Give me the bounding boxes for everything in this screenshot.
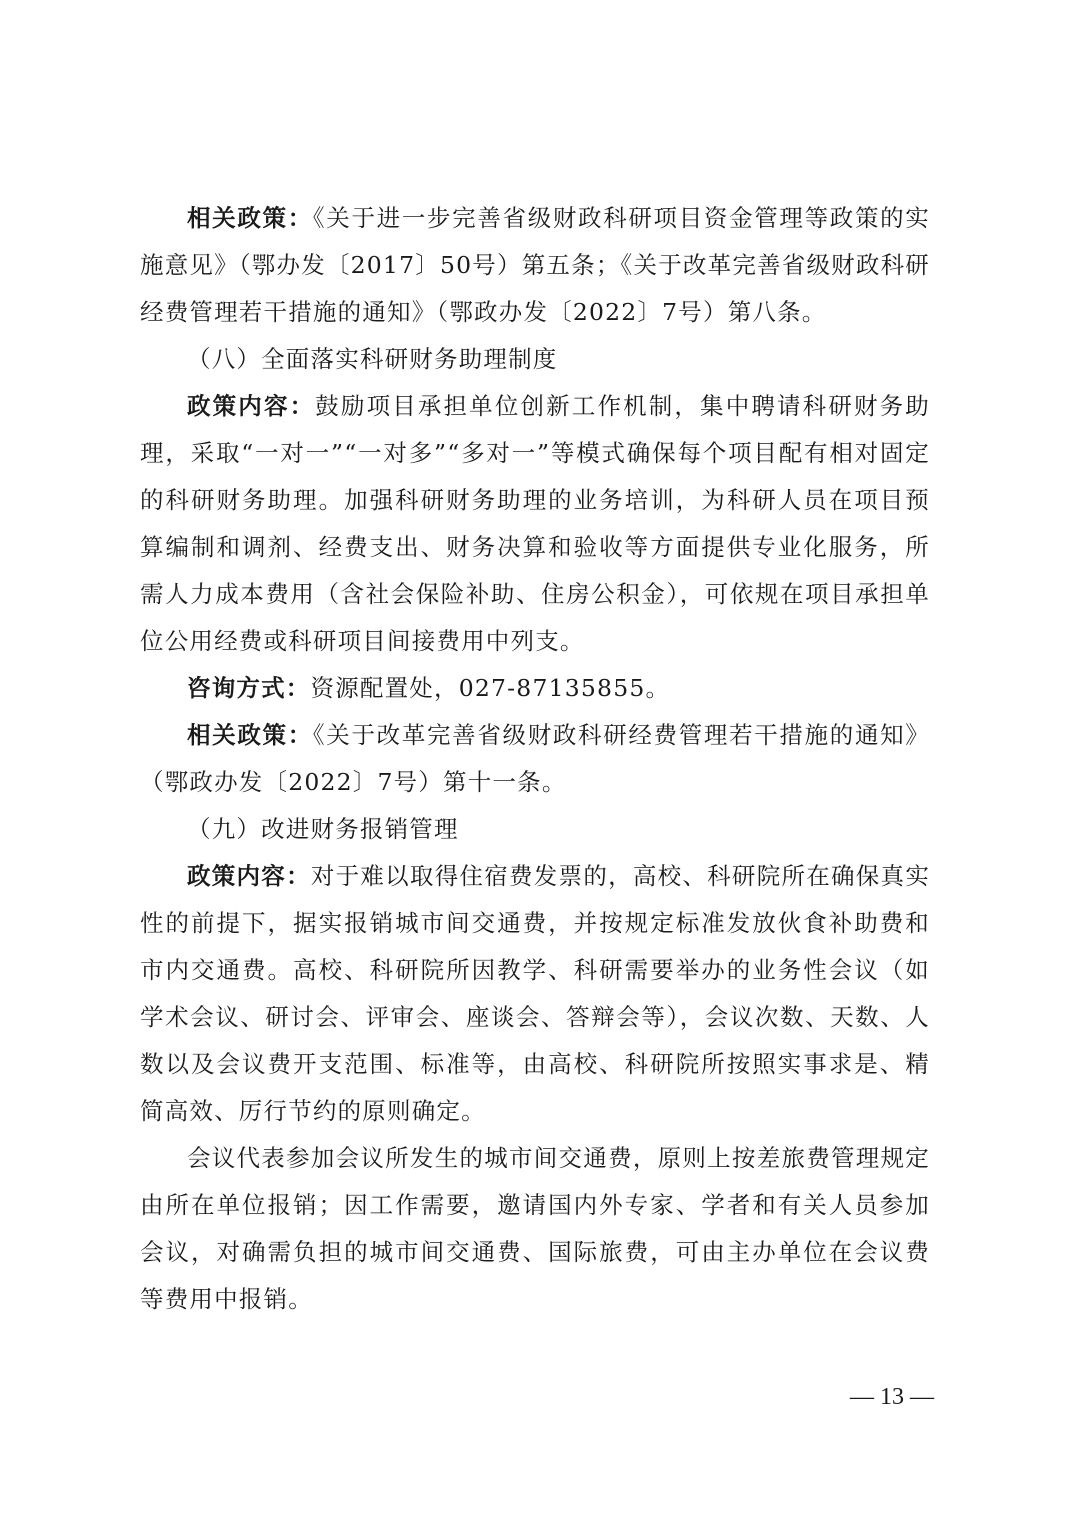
paragraph-label: 政策内容： xyxy=(187,862,311,890)
paragraph-text: 《关于进一步完善省级财政科研项目资金管理等政策的实施意见》（鄂办发〔2017〕50号）第五条；《关于改革完善省级财政科研经费管理若干措施的通知》（鄂政办发〔2022〕7号）第八条。 xyxy=(140,204,931,326)
paragraph-text: 资源配置处，027-87135855。 xyxy=(310,674,671,702)
section-heading-9: （九）改进财务报销管理 xyxy=(187,815,459,843)
section-heading-8: （八）全面落实科研财务助理制度 xyxy=(187,345,558,373)
paragraph-text: 会议代表参加会议所发生的城市间交通费，原则上按差旅费管理规定由所在单位报销；因工作需要，邀请国内外专家、学者和有关人员参加会议，对确需负担的城市间交通费、国际旅费，可由主办单位在会议费等费用中报销。 xyxy=(140,1144,930,1313)
paragraph-text: 对于难以取得住宿费发票的，高校、科研院所在确保真实性的前提下，据实报销城市间交通费，并按规定标准发放伙食补助费和市内交通费。高校、科研院所因教学、科研需要举办的业务性会议（如学术会议、研讨会、评审会、座谈会、答辩会等），会议次数、天数、人数以及会议费开支范围、标准等，由高校、科研院所按照实事求是、精简高效、厉行节约的原则确定。 xyxy=(140,862,931,1125)
related-policy-paragraph-1 xyxy=(140,195,930,336)
document-body xyxy=(140,195,930,1323)
paragraph-label: 相关政策： xyxy=(187,204,313,232)
paragraph-label: 咨询方式： xyxy=(187,674,311,702)
consultation-paragraph xyxy=(140,665,930,712)
policy-content-paragraph-8 xyxy=(140,383,930,665)
paragraph-label: 政策内容： xyxy=(187,392,316,420)
paragraph-text: 鼓励项目承担单位创新工作机制，集中聘请科研财务助理，采取“一对一”“一对多”“多对一”等模式确保每个项目配有相对固定的科研财务助理。加强科研财务助理的业务培训，为科研人员在项目预算编制和调剂、经费支出、财务决算和验收等方面提供专业化服务，所需人力成本费用（含社会保险补助、住房公积金），可依规在项目承担单位公用经费或科研项目间接费用中列支。 xyxy=(140,392,930,655)
meeting-travel-paragraph xyxy=(140,1135,930,1323)
page-number xyxy=(0,1382,1074,1412)
related-policy-paragraph-2 xyxy=(140,712,930,806)
paragraph-text: 《关于改革完善省级财政科研经费管理若干措施的通知》（鄂政办发〔2022〕7号）第十一条。 xyxy=(140,721,931,796)
policy-content-paragraph-9 xyxy=(140,853,930,1135)
page-number-text: — 13 — xyxy=(850,1384,934,1410)
paragraph-label: 相关政策： xyxy=(187,721,313,749)
